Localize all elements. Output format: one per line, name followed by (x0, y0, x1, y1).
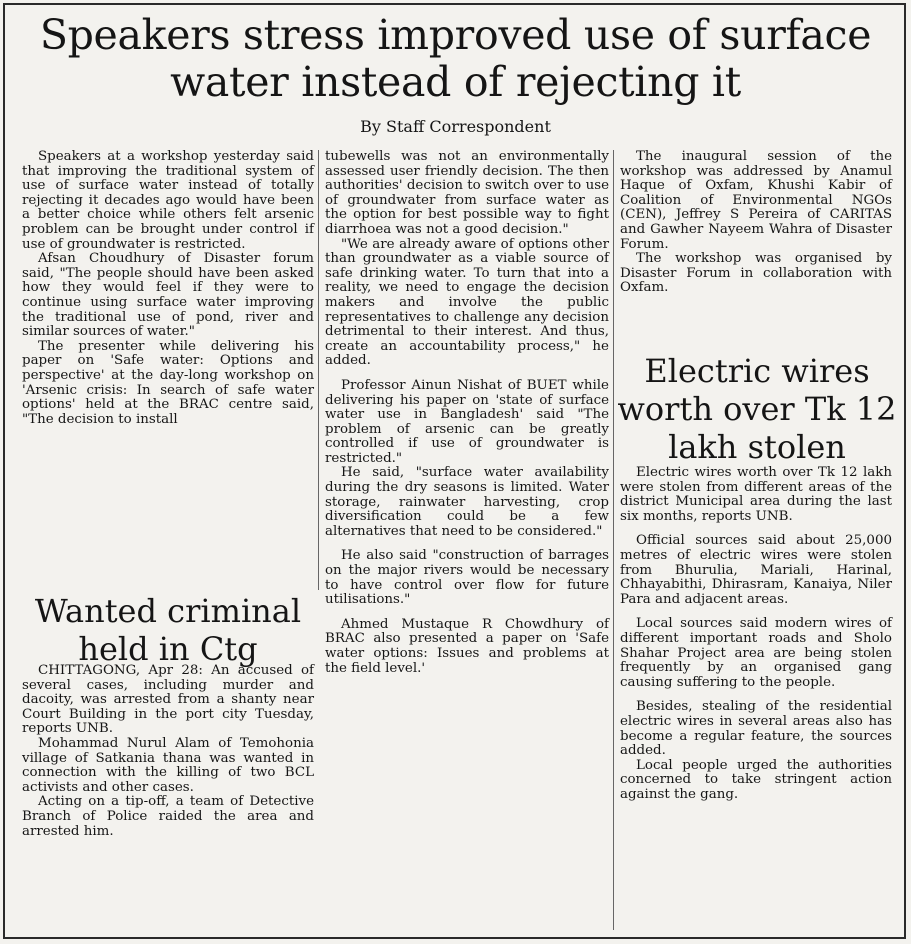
wires-story-body (620, 466, 892, 802)
byline: By Staff Correspondent (360, 117, 551, 136)
main-story-column-2 (325, 150, 609, 676)
wires-paragraph: Local sources said modern wires of different important roads and Sholo Shahar Project area are being stolen frequently by an organised gang causing suffering to the people. (620, 616, 892, 690)
main-story-column-1 (22, 150, 314, 427)
main-paragraph: He said, "surface water availability during the dry seasons is limited. Water storage, rainwater harvesting, crop diversification could be a few alternatives that need to be considered." (325, 465, 609, 539)
main-story-column-3 (620, 150, 892, 296)
main-paragraph: The inaugural session of the workshop was addressed by Anamul Haque of Oxfam, Khushi Kabir of Coalition of Environmental NGOs (CEN), Jeffrey S Pereira of CARITAS and Gawher Nayeem Wahra of Disaster Forum. (620, 149, 892, 252)
wanted-paragraph: CHITTAGONG, Apr 28: An accused of several cases, including murder and dacoity, was arrested from a shanty near Court Building in the port city Tuesday, reports UNB. (22, 663, 314, 737)
wires-paragraph: Official sources said about 25,000 metres of electric wires were stolen from Bhurulia, Mariali, Harinal, Chhayabithi, Dhirasram, Kanaiya, Niler Para and adjacent areas. (620, 533, 892, 607)
main-paragraph: He also said "construction of barrages on the major rivers would be necessary to have control over flow for future utilisations." (325, 548, 609, 608)
main-paragraph: Afsan Choudhury of Disaster forum said, "The people should have been asked how they would feel if they were to continue using surface water improving the traditional use of pond, river and similar sources of water." (22, 251, 314, 340)
wanted-story-body (22, 664, 314, 839)
main-paragraph: Ahmed Mustaque R Chowdhury of BRAC also presented a paper on 'Safe water options: Issues and problems at the field level.' (325, 616, 609, 676)
wanted-headline: Wanted criminal held in Ctg (34, 592, 302, 668)
wanted-paragraph: Acting on a tip-off, a team of Detective Branch of Police raided the area and arrested him. (22, 794, 314, 839)
wires-paragraph: Besides, stealing of the residential electric wires in several areas also has become a regular feature, the sources added. (620, 699, 892, 759)
main-headline: Speakers stress improved use of surface water instead of rejecting it (39, 11, 872, 106)
column-rule (318, 150, 319, 590)
wires-paragraph: Electric wires worth over Tk 12 lakh were stolen from different areas of the district Municipal area during the last six months, reports UNB. (620, 465, 892, 524)
main-paragraph: tubewells was not an environmentally assessed user friendly decision. The then authorities' decision to switch over to use of groundwater from surface water as the option for best possible way to fight diarrhoea was not a good decision." (325, 149, 609, 237)
main-paragraph: Professor Ainun Nishat of BUET while delivering his paper on 'state of surface water use in Bangladesh' said "The problem of arsenic can be greatly controlled if use of groundwater is restricted." (325, 377, 609, 466)
main-paragraph: Speakers at a workshop yesterday said that improving the traditional system of use of surface water instead of totally rejecting it decades ago would have been a better choice while others felt arsenic problem can be brought under control if use of groundwater is restricted. (22, 149, 314, 252)
wires-paragraph: Local people urged the authorities concerned to take stringent action against the gang. (620, 757, 892, 802)
wires-headline: Electric wires worth over Tk 12 lakh stolen (617, 352, 897, 466)
main-paragraph: "We are already aware of options other than groundwater as a viable source of safe drinking water. To turn that into a reality, we need to engage the decision makers and involve the public representatives to challenge any decision detrimental to their interest. And thus, create an accountability process," he added. (325, 236, 609, 369)
main-paragraph: The workshop was organised by Disaster Forum in collaboration with Oxfam. (620, 251, 892, 296)
wanted-paragraph: Mohammad Nurul Alam of Temohonia village of Satkania thana was wanted in connection with the killing of two BCL activists and other cases. (22, 735, 314, 795)
main-paragraph: The presenter while delivering his paper on 'Safe water: Options and perspective' at the day-long workshop on 'Arsenic crisis: In search of safe water options' held at the BRAC centre said, "The decision to install (22, 338, 314, 427)
column-rule (613, 150, 614, 930)
